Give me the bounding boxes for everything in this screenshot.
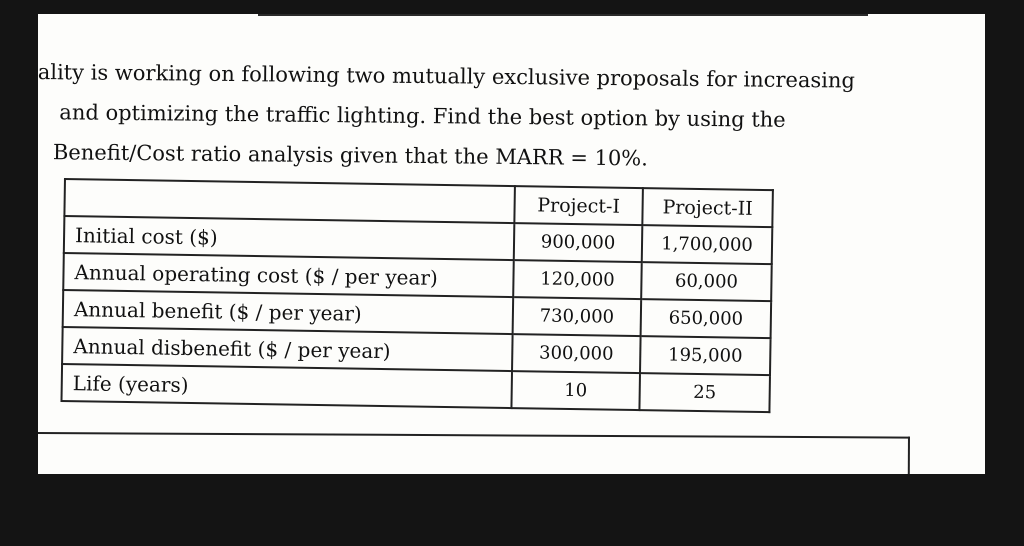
paragraph-line-1: ality is working on following two mutually exclusive proposals for increasing [38,59,855,93]
bottom-answer-box [38,432,910,474]
paragraph-line-2: and optimizing the traffic lighting. Find the best option by using the [59,100,786,132]
project-1-value: 300,000 [512,334,641,373]
document-page [38,14,985,474]
project-2-value: 1,700,000 [642,225,773,264]
project-2-value: 650,000 [641,299,772,338]
row-label: Annual disbenefit ($ / per year) [62,327,513,371]
header-project-2: Project-II [642,188,773,227]
project-2-value: 25 [639,373,770,412]
row-label: Annual benefit ($ / per year) [63,290,514,334]
project-1-value: 10 [511,371,640,410]
project-1-value: 730,000 [513,297,642,336]
project-2-value: 195,000 [640,336,771,375]
problem-paragraph [38,52,938,181]
paragraph-line-3: Benefit/Cost ratio analysis given that the MARR = 10%. [52,140,649,171]
header-project-1: Project-I [514,186,643,225]
project-2-value: 60,000 [641,262,772,301]
project-comparison-table [60,178,773,413]
top-rule [258,14,868,16]
project-1-value: 900,000 [514,223,643,262]
row-label: Initial cost ($) [64,216,515,260]
data-table-wrapper [60,178,773,413]
project-1-value: 120,000 [513,260,642,299]
row-label: Life (years) [61,364,512,408]
row-label: Annual operating cost ($ / per year) [63,253,514,297]
